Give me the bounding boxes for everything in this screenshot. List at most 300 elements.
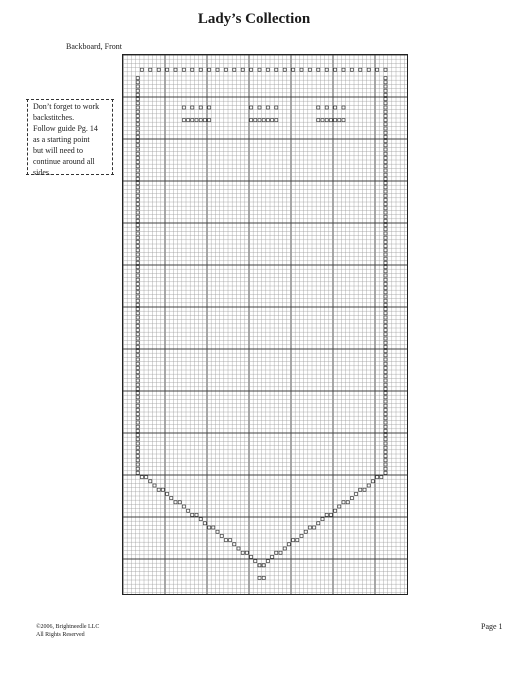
stitch-grid-svg bbox=[123, 55, 407, 594]
copyright-text: ©2006, Brightneedle LLC bbox=[36, 624, 100, 630]
stitch-mark bbox=[136, 383, 139, 386]
stitch-mark bbox=[182, 68, 185, 71]
stitch-mark bbox=[136, 421, 139, 424]
stitch-mark bbox=[136, 245, 139, 248]
stitch-mark bbox=[384, 408, 387, 411]
stitch-mark bbox=[384, 383, 387, 386]
stitch-mark bbox=[384, 165, 387, 168]
stitch-mark bbox=[136, 371, 139, 374]
stitch-mark bbox=[384, 291, 387, 294]
stitch-mark bbox=[208, 119, 211, 122]
stitch-mark bbox=[325, 106, 328, 109]
stitch-mark bbox=[384, 341, 387, 344]
stitch-mark bbox=[329, 119, 332, 122]
stitch-mark bbox=[384, 442, 387, 445]
backstitch-note bbox=[27, 99, 113, 175]
stitch-mark bbox=[342, 119, 345, 122]
stitch-mark bbox=[136, 177, 139, 180]
stitch-mark bbox=[384, 119, 387, 122]
stitch-mark bbox=[325, 68, 328, 71]
stitch-mark bbox=[136, 106, 139, 109]
stitch-mark bbox=[254, 560, 257, 563]
stitch-mark bbox=[136, 354, 139, 357]
stitch-mark bbox=[317, 68, 320, 71]
stitch-mark bbox=[136, 471, 139, 474]
stitch-mark bbox=[136, 299, 139, 302]
stitch-mark bbox=[384, 308, 387, 311]
stitch-mark bbox=[384, 169, 387, 172]
stitch-mark bbox=[136, 253, 139, 256]
stitch-mark bbox=[136, 114, 139, 117]
stitch-mark bbox=[266, 560, 269, 563]
stitch-mark bbox=[384, 198, 387, 201]
stitch-mark bbox=[317, 522, 320, 525]
stitch-mark bbox=[380, 476, 383, 479]
stitch-mark bbox=[182, 119, 185, 122]
stitch-mark bbox=[384, 102, 387, 105]
stitch-mark bbox=[136, 333, 139, 336]
stitch-mark bbox=[384, 245, 387, 248]
stitch-mark bbox=[136, 261, 139, 264]
stitch-mark bbox=[136, 429, 139, 432]
stitch-mark bbox=[329, 513, 332, 516]
stitch-mark bbox=[136, 278, 139, 281]
stitch-mark bbox=[136, 270, 139, 273]
stitch-mark bbox=[325, 513, 328, 516]
stitch-mark bbox=[241, 68, 244, 71]
stitch-mark bbox=[342, 501, 345, 504]
stitch-mark bbox=[355, 492, 358, 495]
stitch-mark bbox=[384, 270, 387, 273]
stitch-mark bbox=[136, 152, 139, 155]
stitch-mark bbox=[254, 119, 257, 122]
stitch-mark bbox=[262, 564, 265, 567]
stitch-mark bbox=[384, 228, 387, 231]
note-line: Follow guide Pg. 14 bbox=[33, 124, 98, 133]
stitch-mark bbox=[136, 425, 139, 428]
stitch-mark bbox=[384, 68, 387, 71]
stitch-mark bbox=[136, 324, 139, 327]
stitch-mark bbox=[275, 119, 278, 122]
stitch-mark bbox=[384, 89, 387, 92]
stitch-mark bbox=[384, 312, 387, 315]
stitch-mark bbox=[384, 467, 387, 470]
stitch-mark bbox=[136, 135, 139, 138]
stitch-mark bbox=[229, 539, 232, 542]
stitch-mark bbox=[359, 488, 362, 491]
stitch-mark bbox=[384, 350, 387, 353]
stitch-mark bbox=[195, 119, 198, 122]
stitch-mark bbox=[266, 119, 269, 122]
note-line: but will need to bbox=[33, 146, 83, 155]
stitch-mark bbox=[191, 68, 194, 71]
stitch-mark bbox=[136, 81, 139, 84]
stitch-mark bbox=[296, 539, 299, 542]
stitch-mark bbox=[136, 169, 139, 172]
stitch-mark bbox=[287, 543, 290, 546]
stitch-mark bbox=[136, 110, 139, 113]
stitch-mark bbox=[271, 119, 274, 122]
stitch-mark bbox=[136, 417, 139, 420]
stitch-mark bbox=[342, 68, 345, 71]
stitch-mark bbox=[308, 68, 311, 71]
stitch-mark bbox=[170, 497, 173, 500]
stitch-mark bbox=[136, 190, 139, 193]
stitch-mark bbox=[208, 526, 211, 529]
stitch-mark bbox=[384, 434, 387, 437]
stitch-mark bbox=[283, 547, 286, 550]
stitch-mark bbox=[241, 551, 244, 554]
stitch-mark bbox=[136, 215, 139, 218]
stitch-mark bbox=[338, 119, 341, 122]
stitch-mark bbox=[187, 119, 190, 122]
stitch-mark bbox=[384, 320, 387, 323]
stitch-mark bbox=[224, 539, 227, 542]
stitch-mark bbox=[384, 127, 387, 130]
stitch-mark bbox=[384, 371, 387, 374]
stitch-mark bbox=[321, 518, 324, 521]
stitch-mark bbox=[136, 148, 139, 151]
stitch-mark bbox=[199, 106, 202, 109]
stitch-mark bbox=[145, 476, 148, 479]
stitch-mark bbox=[346, 501, 349, 504]
stitch-mark bbox=[384, 190, 387, 193]
stitch-mark bbox=[334, 68, 337, 71]
stitch-chart-grid bbox=[122, 54, 408, 595]
stitch-mark bbox=[182, 106, 185, 109]
stitch-mark bbox=[292, 539, 295, 542]
stitch-mark bbox=[317, 106, 320, 109]
stitch-mark bbox=[271, 555, 274, 558]
page-number: Page 1 bbox=[481, 622, 503, 631]
stitch-mark bbox=[384, 471, 387, 474]
stitch-mark bbox=[136, 295, 139, 298]
stitch-mark bbox=[136, 450, 139, 453]
stitch-mark bbox=[384, 362, 387, 365]
stitch-mark bbox=[384, 274, 387, 277]
stitch-mark bbox=[136, 119, 139, 122]
stitch-mark bbox=[300, 68, 303, 71]
stitch-mark bbox=[136, 434, 139, 437]
stitch-mark bbox=[266, 106, 269, 109]
stitch-mark bbox=[136, 219, 139, 222]
stitch-mark bbox=[258, 106, 261, 109]
stitch-mark bbox=[304, 530, 307, 533]
stitch-mark bbox=[136, 287, 139, 290]
stitch-mark bbox=[376, 476, 379, 479]
stitch-mark bbox=[136, 77, 139, 80]
stitch-mark bbox=[384, 85, 387, 88]
stitch-mark bbox=[262, 119, 265, 122]
stitch-mark bbox=[250, 119, 253, 122]
stitch-mark bbox=[384, 114, 387, 117]
stitch-mark bbox=[258, 119, 261, 122]
stitch-mark bbox=[157, 488, 160, 491]
stitch-mark bbox=[136, 144, 139, 147]
stitch-mark bbox=[136, 140, 139, 143]
stitch-mark bbox=[136, 345, 139, 348]
stitch-mark bbox=[384, 417, 387, 420]
stitch-mark bbox=[384, 463, 387, 466]
stitch-mark bbox=[212, 526, 215, 529]
stitch-mark bbox=[384, 333, 387, 336]
stitch-mark bbox=[363, 488, 366, 491]
stitch-mark bbox=[195, 513, 198, 516]
stitch-mark bbox=[384, 438, 387, 441]
stitch-mark bbox=[136, 257, 139, 260]
stitch-mark bbox=[313, 526, 316, 529]
stitch-mark bbox=[384, 345, 387, 348]
stitch-mark bbox=[136, 156, 139, 159]
stitch-mark bbox=[384, 232, 387, 235]
stitch-mark bbox=[136, 131, 139, 134]
stitch-mark bbox=[325, 119, 328, 122]
stitch-mark bbox=[187, 509, 190, 512]
stitch-mark bbox=[384, 396, 387, 399]
stitch-mark bbox=[136, 282, 139, 285]
stitch-mark bbox=[371, 480, 374, 483]
stitch-mark bbox=[136, 375, 139, 378]
stitch-mark bbox=[174, 501, 177, 504]
stitch-mark bbox=[199, 68, 202, 71]
stitch-mark bbox=[149, 68, 152, 71]
stitch-mark bbox=[136, 173, 139, 176]
stitch-mark bbox=[182, 505, 185, 508]
stitch-mark bbox=[136, 194, 139, 197]
rights-text: All Rights Reserved bbox=[36, 632, 85, 638]
stitch-mark bbox=[384, 110, 387, 113]
stitch-mark bbox=[384, 207, 387, 210]
stitch-mark bbox=[334, 509, 337, 512]
stitch-mark bbox=[166, 492, 169, 495]
stitch-mark bbox=[245, 551, 248, 554]
stitch-mark bbox=[384, 421, 387, 424]
stitch-mark bbox=[384, 240, 387, 243]
stitch-mark bbox=[384, 429, 387, 432]
stitch-mark bbox=[136, 232, 139, 235]
stitch-mark bbox=[384, 413, 387, 416]
stitch-mark bbox=[384, 354, 387, 357]
stitch-mark bbox=[233, 543, 236, 546]
stitch-mark bbox=[136, 442, 139, 445]
note-line: as a starting point bbox=[33, 135, 90, 144]
stitch-mark bbox=[136, 198, 139, 201]
stitch-mark bbox=[136, 387, 139, 390]
stitch-mark bbox=[203, 522, 206, 525]
stitch-mark bbox=[308, 526, 311, 529]
stitch-mark bbox=[136, 358, 139, 361]
stitch-mark bbox=[384, 123, 387, 126]
stitch-mark bbox=[136, 85, 139, 88]
stitch-mark bbox=[266, 68, 269, 71]
stitch-mark bbox=[384, 295, 387, 298]
stitch-mark bbox=[199, 119, 202, 122]
stitch-mark bbox=[384, 450, 387, 453]
stitch-mark bbox=[359, 68, 362, 71]
stitch-mark bbox=[283, 68, 286, 71]
stitch-mark bbox=[191, 119, 194, 122]
stitch-mark bbox=[216, 530, 219, 533]
stitch-mark bbox=[157, 68, 160, 71]
stitch-mark bbox=[136, 211, 139, 214]
stitch-mark bbox=[384, 257, 387, 260]
stitch-mark bbox=[384, 282, 387, 285]
stitch-mark bbox=[208, 106, 211, 109]
stitch-mark bbox=[136, 182, 139, 185]
stitch-mark bbox=[262, 564, 265, 567]
stitch-mark bbox=[384, 81, 387, 84]
stitch-mark bbox=[384, 400, 387, 403]
stitch-mark bbox=[384, 316, 387, 319]
stitch-mark bbox=[136, 392, 139, 395]
stitch-mark bbox=[208, 68, 211, 71]
stitch-mark bbox=[384, 459, 387, 462]
stitch-mark bbox=[384, 249, 387, 252]
stitch-mark bbox=[136, 455, 139, 458]
stitch-mark bbox=[136, 379, 139, 382]
stitch-mark bbox=[136, 308, 139, 311]
stitch-mark bbox=[384, 375, 387, 378]
stitch-mark bbox=[384, 161, 387, 164]
copyright-block bbox=[36, 623, 99, 639]
stitch-mark bbox=[161, 488, 164, 491]
stitch-mark bbox=[136, 203, 139, 206]
stitch-mark bbox=[384, 215, 387, 218]
stitch-mark bbox=[258, 564, 261, 567]
stitch-mark bbox=[136, 350, 139, 353]
stitch-mark bbox=[136, 316, 139, 319]
stitch-mark bbox=[384, 425, 387, 428]
stitch-mark bbox=[258, 68, 261, 71]
stitch-mark bbox=[166, 68, 169, 71]
stitch-mark bbox=[338, 505, 341, 508]
stitch-mark bbox=[136, 165, 139, 168]
stitch-mark bbox=[233, 68, 236, 71]
stitch-mark bbox=[136, 266, 139, 269]
stitch-mark bbox=[136, 337, 139, 340]
stitch-mark bbox=[136, 161, 139, 164]
stitch-mark bbox=[136, 413, 139, 416]
stitch-mark bbox=[140, 68, 143, 71]
stitch-mark bbox=[250, 106, 253, 109]
stitch-mark bbox=[153, 484, 156, 487]
stitch-mark bbox=[136, 123, 139, 126]
stitch-mark bbox=[216, 68, 219, 71]
stitch-mark bbox=[136, 467, 139, 470]
stitch-mark bbox=[384, 287, 387, 290]
stitch-mark bbox=[199, 518, 202, 521]
stitch-mark bbox=[136, 463, 139, 466]
stitch-mark bbox=[174, 68, 177, 71]
stitch-mark bbox=[136, 366, 139, 369]
stitch-mark bbox=[384, 140, 387, 143]
stitch-mark bbox=[384, 329, 387, 332]
stitch-mark bbox=[384, 446, 387, 449]
stitch-mark bbox=[136, 438, 139, 441]
stitch-mark bbox=[384, 337, 387, 340]
stitch-mark bbox=[384, 186, 387, 189]
stitch-mark bbox=[384, 135, 387, 138]
stitch-mark bbox=[292, 68, 295, 71]
stitch-mark bbox=[384, 366, 387, 369]
stitch-mark bbox=[350, 68, 353, 71]
stitch-mark bbox=[384, 253, 387, 256]
stitch-mark bbox=[136, 404, 139, 407]
stitch-mark bbox=[384, 387, 387, 390]
stitch-mark bbox=[149, 480, 152, 483]
stitch-mark bbox=[384, 77, 387, 80]
stitch-mark bbox=[140, 476, 143, 479]
stitch-mark bbox=[321, 119, 324, 122]
stitch-mark bbox=[384, 156, 387, 159]
stitch-mark bbox=[384, 299, 387, 302]
stitch-mark bbox=[136, 224, 139, 227]
stitch-mark bbox=[136, 186, 139, 189]
stitch-mark bbox=[136, 93, 139, 96]
stitch-mark bbox=[384, 173, 387, 176]
page-title: Lady’s Collection bbox=[197, 11, 311, 27]
stitch-mark bbox=[384, 455, 387, 458]
stitch-mark bbox=[384, 392, 387, 395]
stitch-mark bbox=[203, 119, 206, 122]
stitch-mark bbox=[136, 291, 139, 294]
stitch-mark bbox=[136, 127, 139, 130]
stitch-mark bbox=[258, 576, 261, 579]
note-line: sides. bbox=[33, 168, 51, 177]
stitch-mark bbox=[334, 106, 337, 109]
stitch-mark bbox=[136, 446, 139, 449]
stitch-mark bbox=[136, 303, 139, 306]
stitch-mark bbox=[136, 207, 139, 210]
stitch-mark bbox=[384, 152, 387, 155]
stitch-mark bbox=[384, 211, 387, 214]
stitch-mark bbox=[136, 228, 139, 231]
stitch-mark bbox=[384, 324, 387, 327]
stitch-mark bbox=[384, 148, 387, 151]
stitch-mark bbox=[136, 362, 139, 365]
stitch-mark bbox=[136, 396, 139, 399]
stitch-mark bbox=[275, 106, 278, 109]
stitch-mark bbox=[136, 249, 139, 252]
stitch-mark bbox=[136, 459, 139, 462]
stitch-mark bbox=[384, 93, 387, 96]
stitch-mark bbox=[384, 131, 387, 134]
stitch-mark bbox=[136, 400, 139, 403]
stitch-mark bbox=[258, 564, 261, 567]
chart-subtitle: Backboard, Front bbox=[66, 42, 122, 51]
note-line: continue around all bbox=[33, 157, 95, 166]
stitch-mark bbox=[250, 555, 253, 558]
stitch-mark bbox=[384, 182, 387, 185]
stitch-mark bbox=[384, 219, 387, 222]
stitch-mark bbox=[367, 68, 370, 71]
stitch-mark bbox=[334, 119, 337, 122]
stitch-mark bbox=[384, 224, 387, 227]
stitch-mark bbox=[384, 177, 387, 180]
stitch-mark bbox=[191, 513, 194, 516]
stitch-mark bbox=[237, 547, 240, 550]
stitch-mark bbox=[384, 106, 387, 109]
stitch-mark bbox=[275, 551, 278, 554]
stitch-mark bbox=[384, 236, 387, 239]
stitch-mark bbox=[384, 203, 387, 206]
stitch-mark bbox=[384, 194, 387, 197]
stitch-mark bbox=[220, 534, 223, 537]
stitch-mark bbox=[178, 501, 181, 504]
stitch-mark bbox=[342, 106, 345, 109]
stitch-mark bbox=[384, 303, 387, 306]
stitch-mark bbox=[136, 240, 139, 243]
